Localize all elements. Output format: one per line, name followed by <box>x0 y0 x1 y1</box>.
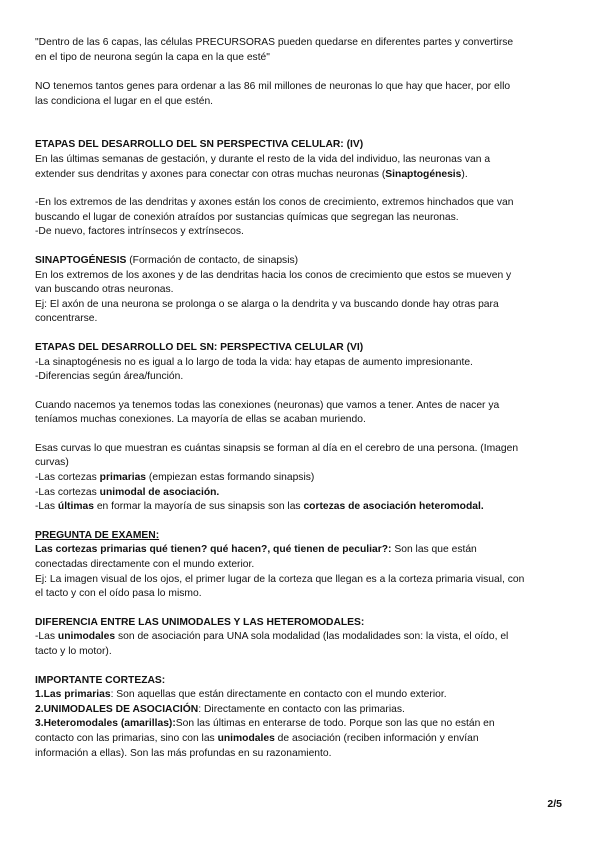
list-item: 2.UNIMODALES DE ASOCIACIÓN: Directamente en contacto con las primarias. <box>35 703 405 715</box>
body-line: el tacto y con el oído pasa lo mismo. <box>35 588 202 600</box>
page-number: 2/5 <box>547 798 562 810</box>
list-item: 1.Las primarias: Son aquellas que están directamente en contacto con el mundo exterior. <box>35 689 447 701</box>
list-item: 3.Heteromodales (amarillas):Son las últimas en enterarse de todo. Porque son las que no están en <box>35 718 495 730</box>
body-line: tacto y lo motor). <box>35 646 112 657</box>
body-line: -Las cortezas primarias (empiezan estas formando sinapsis) <box>35 472 315 484</box>
section-heading: ETAPAS DEL DESARROLLO DEL SN PERSPECTIVA CELULAR: (IV) <box>35 139 364 151</box>
body-line: extender sus dendritas y axones para conectar con otras muchas neuronas (Sinaptogénesis). <box>35 168 468 180</box>
section-heading: SINAPTOGÉNESIS (Formación de contacto, de sinapsis) <box>35 254 299 266</box>
body-line: información a ellas). Son las más profundas en su razonamiento. <box>35 747 332 759</box>
body-line: buscando el lugar de conexión atraídos por sustancias químicas que segregan las neuronas. <box>35 211 459 223</box>
body-line: Ej: El axón de una neurona se prolonga o se alarga o la dendrita y va buscando donde hay otras para <box>35 298 499 310</box>
body-line: En los extremos de los axones y de las dendritas hacia los conos de crecimiento que estos se mueven y <box>35 269 512 281</box>
body-line: -En los extremos de las dendritas y axones están los conos de crecimiento, extremos hinchados que van <box>35 197 514 209</box>
quote-line: en el tipo de neurona según la capa en la que esté" <box>35 51 270 63</box>
body-line: Las cortezas primarias qué tienen? qué hacen?, qué tienen de peculiar?: Son las que están <box>35 544 477 556</box>
body-line: Cuando nacemos ya tenemos todas las conexiones (neuronas) que vamos a tener. Antes de nacer ya <box>35 399 500 411</box>
body-line: conectadas directamente con el mundo exterior. <box>35 559 255 571</box>
body-line: teníamos muchas conexiones. La mayoría de ellas se acaban muriendo. <box>35 414 366 426</box>
body-line: -La sinaptogénesis no es igual a lo largo de toda la vida: hay etapas de aumento impresionante. <box>35 356 473 368</box>
section-heading: DIFERENCIA ENTRE LAS UNIMODALES Y LAS HETEROMODALES: <box>35 616 365 628</box>
body-line: van buscando otras neuronas. <box>35 284 174 296</box>
section-heading: ETAPAS DEL DESARROLLO DEL SN: PERSPECTIVA CELULAR (VI) <box>35 341 364 353</box>
body-line: las condiciona el lugar en el que estén. <box>35 95 214 107</box>
body-line: contacto con las primarias, sino con las unimodales de asociación (reciben información y envían <box>35 732 479 744</box>
section-heading: IMPORTANTE CORTEZAS: <box>35 674 166 686</box>
body-line: NO tenemos tantos genes para ordenar a las 86 mil millones de neuronas lo que hay que hacer, por ello <box>35 81 511 93</box>
body-line: -Las cortezas unimodal de asociación. <box>35 486 220 498</box>
body-line: Esas curvas lo que muestran es cuántas sinapsis se forman al día en el cerebro de una persona. (Imagen <box>35 442 519 454</box>
body-line: curvas) <box>35 457 69 469</box>
body-line: -De nuevo, factores intrínsecos y extrínsecos. <box>35 226 244 238</box>
body-line: -Las unimodales son de asociación para UNA sola modalidad (las modalidades son: la vista, el oído, el <box>35 631 509 643</box>
body-line: concentrarse. <box>35 313 98 325</box>
body-line: Ej: La imagen visual de los ojos, el primer lugar de la corteza que llegan es a la corteza primaria visual, con <box>35 573 525 585</box>
body-line: -Las últimas en formar la mayoría de sus sinapsis son las cortezas de asociación heteromodal. <box>35 501 484 513</box>
document-page <box>35 36 565 761</box>
body-line: -Diferencias según área/función. <box>35 371 184 383</box>
quote-line: "Dentro de las 6 capas, las células PRECURSORAS pueden quedarse en diferentes partes y convertirse <box>35 37 514 48</box>
section-heading: PREGUNTA DE EXAMEN: <box>35 529 160 541</box>
body-line: En las últimas semanas de gestación, y durante el resto de la vida del individuo, las neuronas van a <box>35 153 491 165</box>
